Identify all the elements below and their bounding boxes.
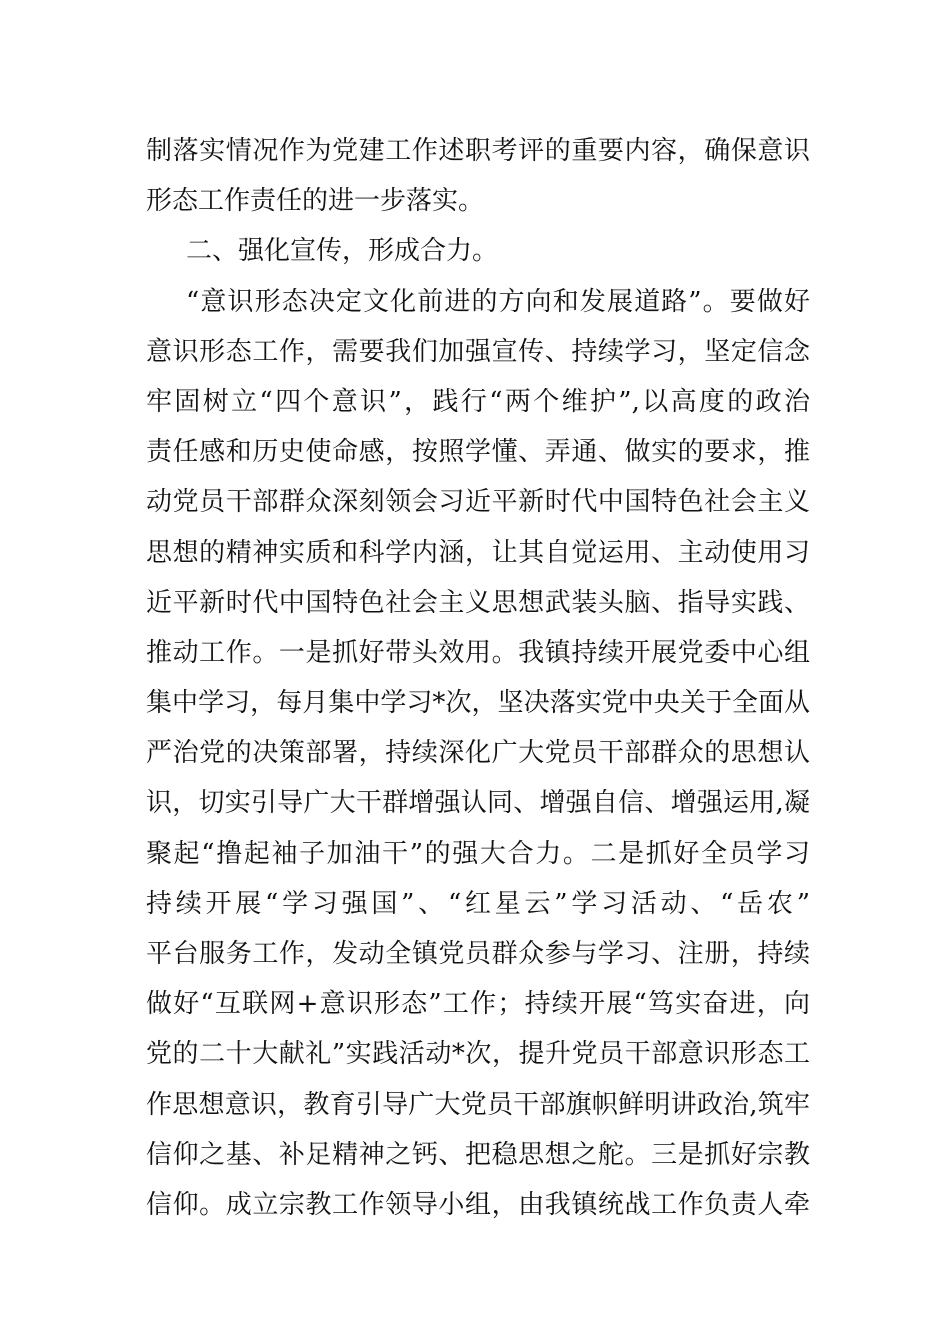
text-line: 信仰。成立宗教工作领导小组，由我镇统战工作负责人牵 [146, 1189, 810, 1220]
text-line: 信仰之基、补足精神之钙、把稳思想之舵。三是抓好宗教 [146, 1139, 810, 1170]
text-line: 集中学习，每月集中学习*次，坚决落实党中央关于全面从 [146, 688, 810, 719]
text-line: 平台服务工作，发动全镇党员群众参与学习、注册，持续 [146, 939, 810, 969]
text-line: “意识形态决定文化前进的方向和发展道路”。要做好 [186, 286, 810, 317]
section-heading: 二、强化宣传，形成合力。 [186, 236, 499, 267]
text-line: 聚起“撸起袖子加油干”的强大合力。二是抓好全员学习 [146, 838, 810, 869]
text-line: 识，切实引导广大干群增强认同、增强自信、增强运用,凝 [146, 788, 810, 819]
text-line: 近平新时代中国特色社会主义思想武装头脑、指导实践、 [146, 587, 810, 618]
text-line: 责任感和历史使命感，按照学懂、弄通、做实的要求，推 [146, 437, 810, 468]
text-line: 严治党的决策部署，持续深化广大党员干部群众的思想认 [146, 738, 810, 769]
text-line: 动党员干部群众深刻领会习近平新时代中国特色社会主义 [146, 487, 810, 518]
text-line: 形态工作责任的进一步落实。 [146, 186, 485, 217]
text-line: 党的二十大献礼”实践活动*次，提升党员干部意识形态工 [146, 1039, 810, 1070]
text-line: 做好“互联网+意识形态”工作；持续开展“笃实奋进，向 [146, 989, 810, 1020]
text-line: 制落实情况作为党建工作述职考评的重要内容，确保意识 [146, 136, 810, 166]
text-line: 牢固树立“四个意识”，践行“两个维护”,以高度的政治 [146, 386, 810, 417]
body-text [146, 126, 810, 1230]
text-line: 推动工作。一是抓好带头效用。我镇持续开展党委中心组 [146, 637, 810, 668]
text-line: 意识形态工作，需要我们加强宣传、持续学习，坚定信念 [146, 336, 810, 367]
text-line: 持续开展“学习强国”、“红星云”学习活动、“岳农” [146, 888, 810, 919]
text-line: 作思想意识，教育引导广大党员干部旗帜鲜明讲政治,筑牢 [146, 1089, 810, 1120]
text-line: 思想的精神实质和科学内涵，让其自觉运用、主动使用习 [146, 537, 810, 568]
